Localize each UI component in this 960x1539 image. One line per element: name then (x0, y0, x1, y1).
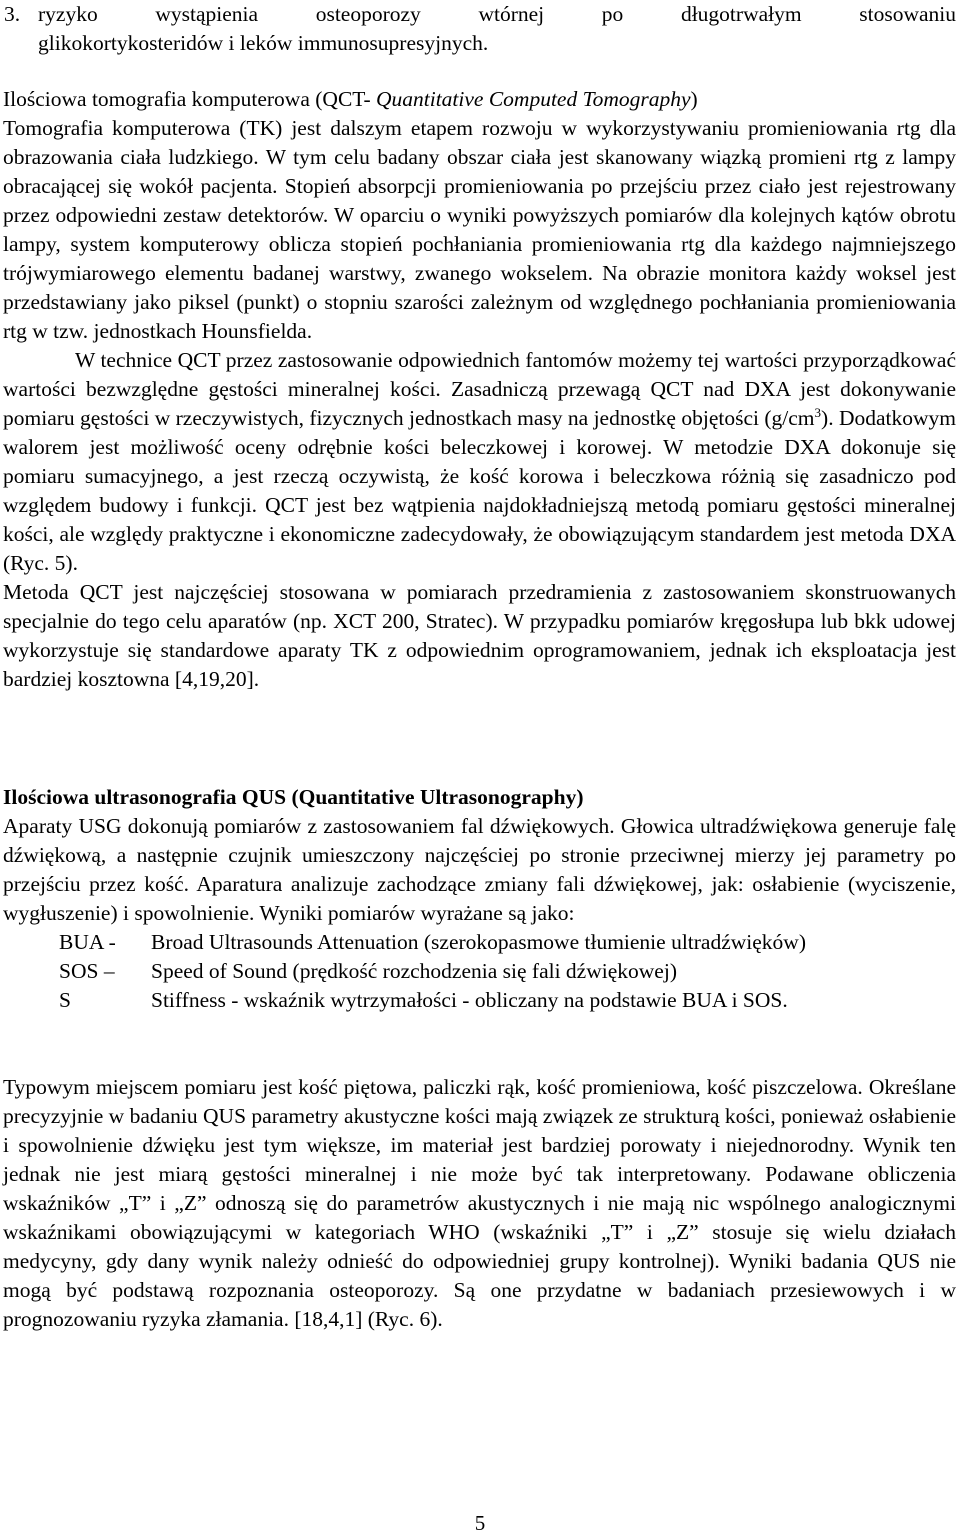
page-number: 5 (474, 1511, 486, 1535)
list-item-text-line1: ryzyko wystąpienia osteoporozy wtórnej po długotrwałym stosowaniu (38, 2, 956, 26)
definition-term: SOS – (59, 959, 115, 983)
superscript: 3 (814, 404, 822, 420)
definition-desc: Speed of Sound (prędkość rozchodzenia się fali dźwiękowej) (151, 959, 677, 983)
definition-desc: Broad Ultrasounds Attenuation (szerokopasmowe tłumienie ultradźwięków) (151, 930, 806, 954)
definition-list (3, 928, 956, 1015)
section-qus (3, 783, 956, 1015)
paragraph-qct-2 (3, 346, 956, 578)
definition-row (3, 928, 956, 957)
heading-close-paren: ) (690, 87, 698, 111)
definition-term: S (59, 988, 71, 1012)
paragraph-text-cont: ). Dodatkowym walorem jest możliwość oceny odrębnie kości beleczkowej i korowej. W metodzie DXA dokonuje się pomiaru sumacyjnego, a jest rzeczą oczywistą, że kość korowa i beleczkowa różnią się zasadniczo pod względem budowy i funkcji. QCT jest bez wątpienia najdokładniejszą metodą pomiaru gęstości mineralnej kości, ale względy praktyczne i ekonomiczne zadecydowały, że obowiązującym standardem jest metoda DXA (Ryc. 5). (3, 406, 956, 575)
paragraph-qct-3: Metoda QCT jest najczęściej stosowana w pomiarach przedramienia z zastosowaniem skonstruowanych specjalnie do tego celu aparatów (np. XCT 200, Stratec). W przypadku pomiarów kręgosłupa lub bkk udowej wykorzystuje się standardowe aparaty TK z odpowiednim oprogramowaniem, jednak ich eksploatacja jest bardziej kosztowna [4,19,20]. (3, 580, 956, 691)
list-item-number: 3. (4, 2, 21, 26)
list-item-3 (4, 0, 956, 58)
paragraph-text: W technice QCT przez zastosowanie odpowiednich fantomów możemy tej wartości przyporządkować wartości bezwzględne gęstości mineralnej kości. Zasadniczą przewagą QCT nad DXA jest dokonywanie pomiaru gęstości w rzeczywistych, fizycznych jednostkach masy na jednostkę objętości (g/cm (3, 348, 956, 430)
heading-text: Ilościowa tomografia komputerowa (QCT- (3, 87, 376, 111)
definition-desc: Stiffness - wskaźnik wytrzymałości - obliczany na podstawie BUA i SOS. (151, 988, 788, 1012)
list-item-text-line2: glikokortykosteridów i leków immunosupresyjnych. (38, 31, 489, 55)
paragraph-qct-1: Tomografia komputerowa (TK) jest dalszym etapem rozwoju w wykorzystywaniu promieniowania rtg dla obrazowania ciała ludzkiego. W tym celu badany obszar ciała jest skanowany wiązką promieni rtg z lampy obracającej się wokół pacjenta. Stopień absorpcji promieniowania po przejściu przez ciało jest rejestrowany przez odpowiedni zestaw detektorów. W oparciu o wyniki powyższych pomiarów dla kolejnych kątów obrotu lampy, system komputerowy oblicza stopień pochłaniania promieniowania rtg dla każdego najmniejszego trójwymiarowego elementu badanej warstwy, zwanego wokselem. Na obrazie monitora każdy woksel jest przedstawiany jako piksel (punkt) o stopniu szarości zależnym od względnego pochłaniania promieniowania rtg w tzw. jednostkach Hounsfielda. (3, 116, 956, 343)
definition-row (3, 986, 956, 1015)
heading-italic-text: Quantitative Computed Tomography (375, 87, 691, 111)
definition-term: BUA - (59, 930, 116, 954)
section-qct (3, 85, 956, 694)
paragraph-qus-1: Aparaty USG dokonują pomiarów z zastosowaniem fal dźwiękowych. Głowica ultradźwiękowa generuje falę dźwiękową, a następnie czujnik umieszczony najczęściej po stronie przeciwnej mierzy jej parametry po przejściu przez kość. Aparatura analizuje zachodzące zmiany fali dźwiękowej, jak: osłabienie (wyciszenie, wygłuszenie) i spowolnienie. Wyniki pomiarów wyrażane są jako: (3, 814, 956, 925)
paragraph-qus-2: Typowym miejscem pomiaru jest kość piętowa, paliczki rąk, kość promieniowa, kość piszczelowa. Określane precyzyjnie w badaniu QUS parametry akustyczne kości mają związek ze strukturą kości, ponieważ osłabienie i spowolnienie dźwięku jest tym większe, im materiał jest bardziej porowaty i niejednorodny. Wynik ten jednak nie jest miarą gęstości mineralnej i nie może być tak interpretowany. Podawane obliczenia wskaźników „T” i „Z” odnoszą się do parametrów akustycznych i nie mają nic wspólnego analogicznymi wskaźnikami obowiązującymi w kategoriach WHO (wskaźniki „T” i „Z” stosuje się wielu działach medycyny, gdy dany wynik należy odnieść do odpowiedniej grupy kontrolnej). Wyniki badania QUS nie mogą być podstawą rozpoznania osteoporozy. Są one przydatne w badaniach przesiewowych i w prognozowaniu ryzyka złamania. [18,4,1] (Ryc. 6). (3, 1075, 956, 1331)
section-heading-qus: Ilościowa ultrasonografia QUS (Quantitative Ultrasonography) (3, 785, 584, 809)
section-qus-continued (3, 1073, 956, 1334)
definition-row (3, 957, 956, 986)
section-heading-qct (3, 85, 956, 114)
